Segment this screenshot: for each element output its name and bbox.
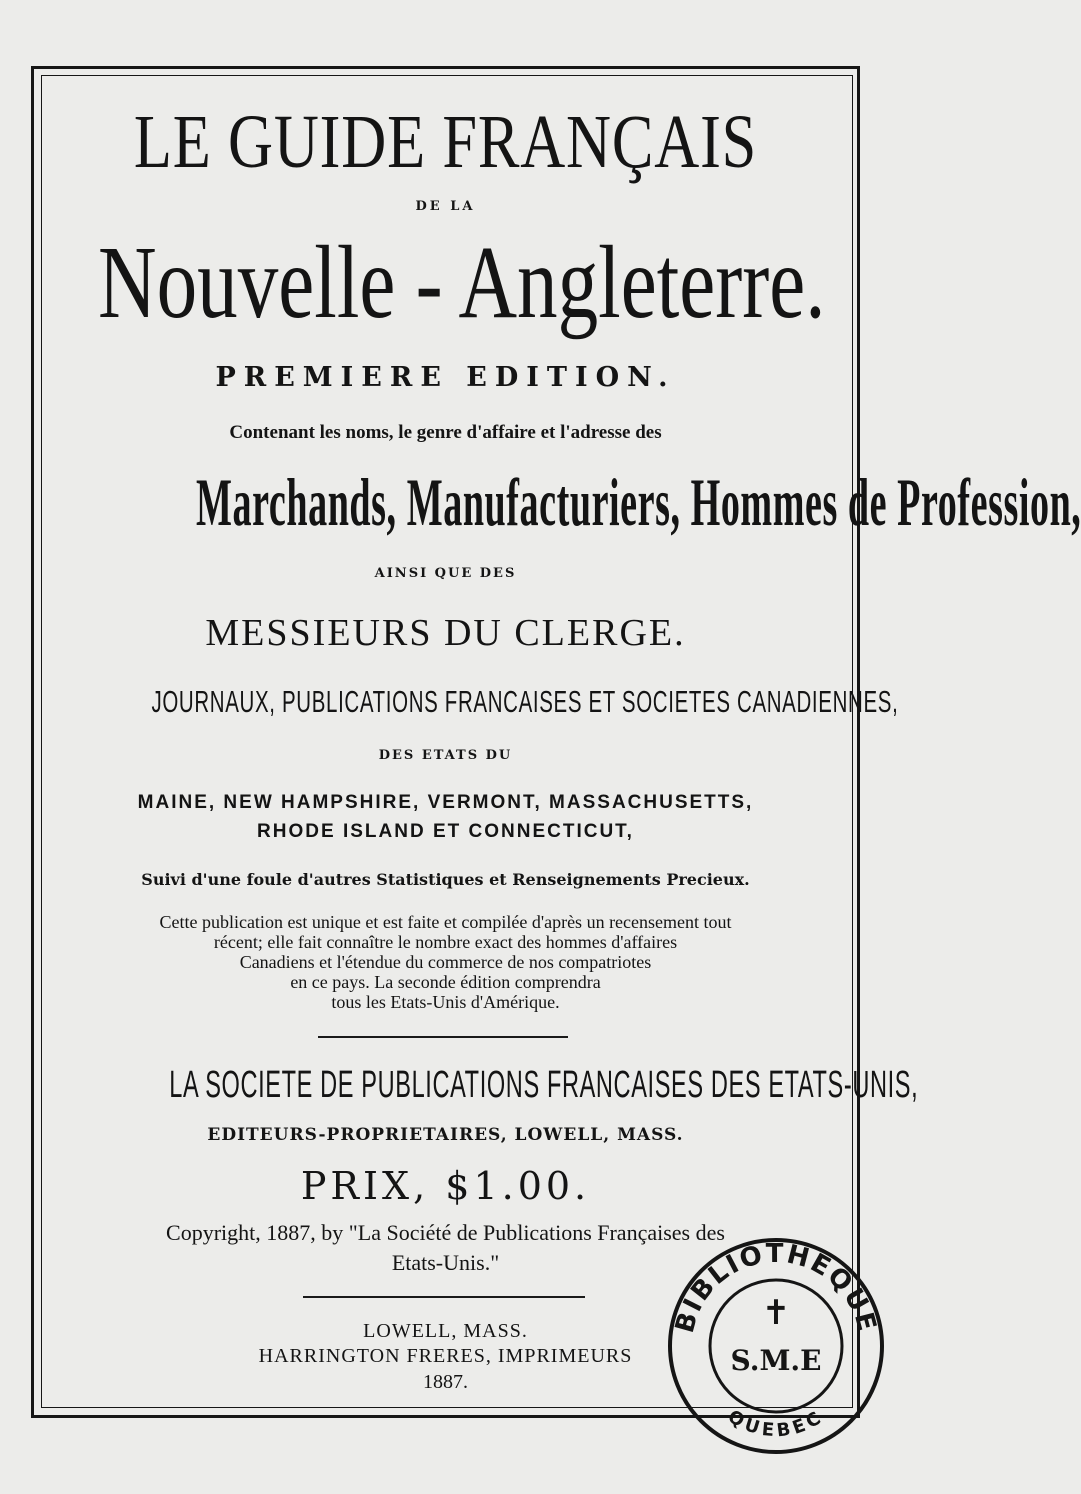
- publisher: LA SOCIETE DE PUBLICATIONS FRANCAISES DES ETATS-UNIS,: [169, 1064, 919, 1106]
- states-line-2: RHODE ISLAND ET CONNECTICUT,: [257, 821, 634, 842]
- edition: PREMIERE EDITION.: [215, 362, 676, 393]
- stamp-center-text: S.M.E: [730, 1344, 822, 1377]
- imprint-city: LOWELL, MASS.: [363, 1320, 528, 1342]
- divider-1: [318, 1036, 568, 1038]
- title-de-la: DE LA: [415, 199, 476, 214]
- price: PRIX, $1.00.: [300, 1164, 591, 1208]
- categories: Marchands, Manufacturiers, Hommes de Profession,: [196, 464, 1081, 540]
- description-line-2: récent; elle fait connaître le nombre exact des hommes d'affaires: [213, 932, 678, 952]
- imprint-printer: HARRINGTON FRERES, IMPRIMEURS: [258, 1345, 633, 1367]
- description-line-5: tous les Etats-Unis d'Amérique.: [331, 992, 560, 1012]
- copyright-line-1: Copyright, 1887, by "La Société de Publications Françaises des: [166, 1220, 725, 1245]
- library-stamp: [662, 1232, 890, 1460]
- description-line-4: en ce pays. La seconde édition comprendra: [290, 972, 601, 992]
- editors: EDITEURS-PROPRIETAIRES, LOWELL, MASS.: [207, 1125, 684, 1145]
- stamp-ring-text: BIBLIOTHEQUE: [669, 1238, 883, 1337]
- description-line-1: Cette publication est unique et est faite et compilée d'après un recensement tout: [159, 912, 732, 932]
- stamp-bottom-text: QUEBEC: [724, 1405, 828, 1442]
- title-line-1: LE GUIDE FRANÇAIS: [133, 100, 758, 184]
- contents-intro: Contenant les noms, le genre d'affaire et l'adresse des: [229, 422, 662, 443]
- title-line-2: Nouvelle - Angleterre.: [98, 225, 826, 340]
- copyright-line-2: Etats-Unis.": [391, 1250, 500, 1275]
- divider-2: [303, 1296, 585, 1298]
- states-line-1: MAINE, NEW HAMPSHIRE, VERMONT, MASSACHUSETTS,: [137, 792, 754, 813]
- ainsi-que-des: AINSI QUE DES: [374, 566, 517, 581]
- suivi: Suivi d'une foule d'autres Statistiques et Renseignements Precieux.: [141, 870, 750, 889]
- stamp-cross-icon: ✝: [761, 1293, 791, 1333]
- journaux: JOURNAUX, PUBLICATIONS FRANCAISES ET SOCIETES CANADIENNES,: [151, 684, 899, 719]
- imprint-year: 1887.: [423, 1371, 468, 1393]
- clergy: MESSIEURS DU CLERGE.: [205, 612, 686, 654]
- des-etats-du: DES ETATS DU: [378, 748, 513, 763]
- description-line-3: Canadiens et l'étendue du commerce de nos compatriotes: [239, 952, 652, 972]
